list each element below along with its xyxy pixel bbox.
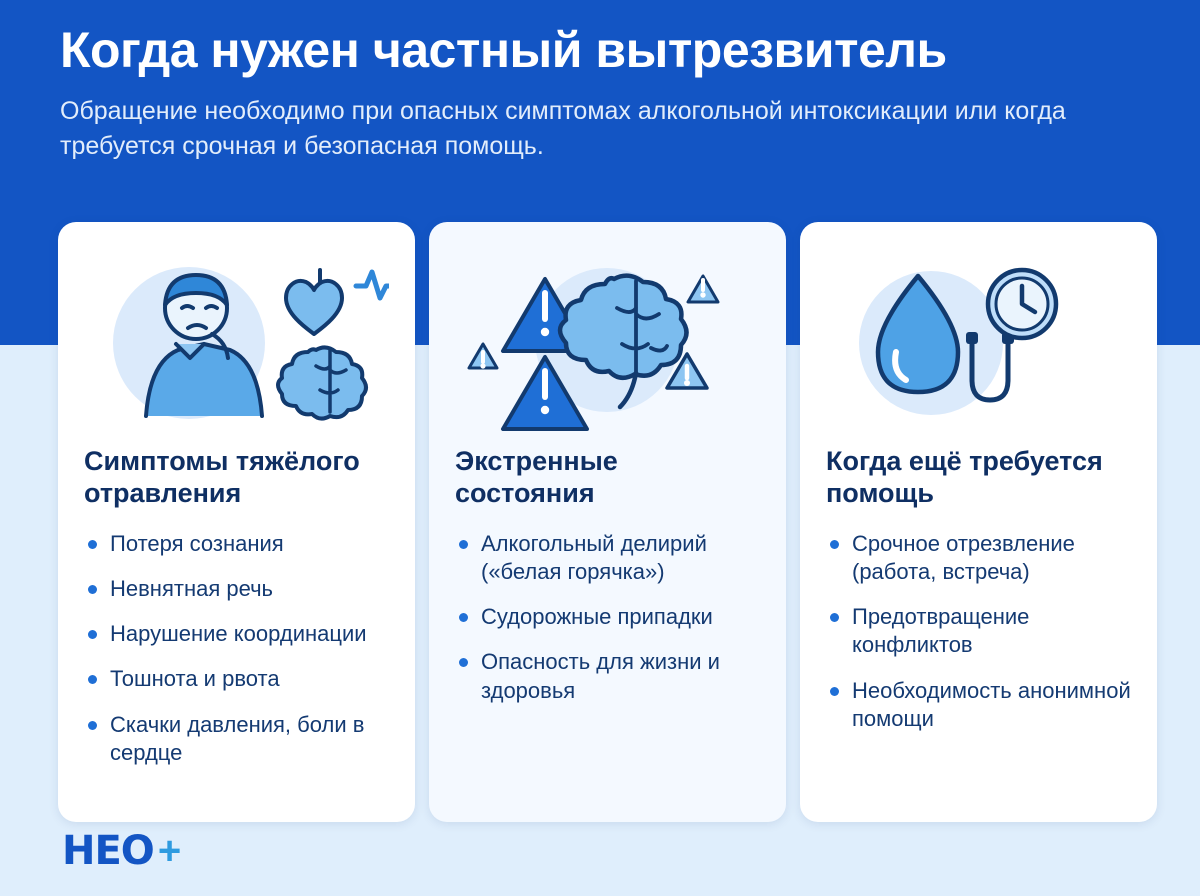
list-item: Предотвращение конфликтов (826, 603, 1131, 659)
list-item: Нарушение координации (84, 620, 389, 648)
list-item: Скачки давления, боли в сердце (84, 711, 389, 767)
card-title-3: Когда ещё требуется помощь (826, 446, 1103, 508)
logo-plus-icon: + (157, 828, 182, 873)
clock-icon (988, 270, 1056, 338)
card-title-1: Симптомы тяжёлого отравления (84, 446, 360, 508)
logo-text: НЕО (62, 828, 154, 874)
warning-triangle-small-icon (688, 276, 718, 302)
card-title-2: Экстренные состояния (455, 446, 618, 508)
list-item: Срочное отрезвление (работа, встреча) (826, 530, 1131, 586)
brand-logo (62, 828, 181, 874)
list-item: Опасность для жизни и здоровья (455, 648, 760, 704)
page-title: Когда нужен частный вытрезвитель (60, 22, 947, 78)
card-list-2 (455, 530, 760, 722)
card-illustration-2 (455, 248, 760, 438)
brain-icon (278, 347, 366, 418)
page-subtitle: Обращение необходимо при опасных симптомах алкогольной интоксикации или когда требуется срочная и безопасная помощь. (60, 97, 1066, 160)
list-item: Необходимость анонимной помощи (826, 677, 1131, 733)
card-emergency-states (429, 222, 786, 822)
list-item: Невнятная речь (84, 575, 389, 603)
list-item: Судорожные припадки (455, 603, 760, 631)
card-other-help (800, 222, 1157, 822)
card-list-1 (84, 530, 389, 784)
heartbeat-line-icon (356, 272, 389, 298)
card-severe-poisoning (58, 222, 415, 822)
card-illustration-1 (84, 248, 389, 438)
warning-triangle-small-icon (469, 344, 497, 369)
card-list-3 (826, 530, 1131, 750)
list-item: Потеря сознания (84, 530, 389, 558)
list-item: Алкогольный делирий («белая горячка») (455, 530, 760, 586)
heart-icon (286, 270, 342, 334)
cards-row (58, 222, 1157, 822)
header (0, 0, 1200, 163)
list-item: Тошнота и рвота (84, 665, 389, 693)
card-illustration-3 (826, 248, 1131, 438)
